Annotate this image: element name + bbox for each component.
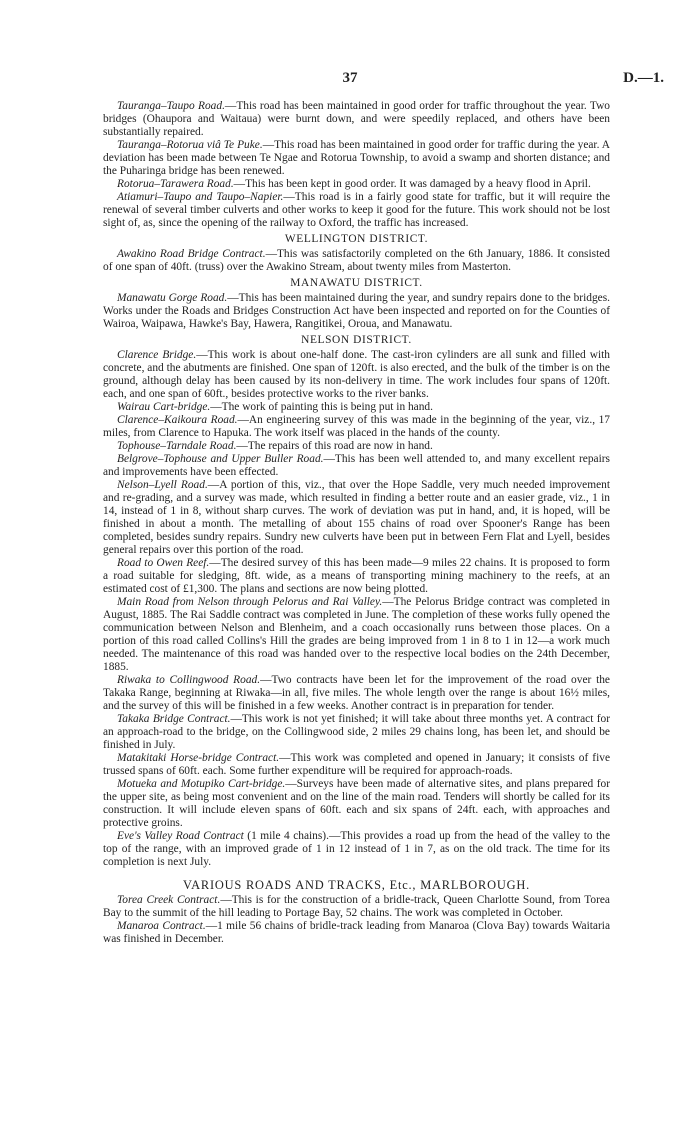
section-heading: NELSON DISTRICT. xyxy=(301,334,412,346)
paragraph-title: Clarence Bridge. xyxy=(117,349,197,361)
report-paragraph xyxy=(103,479,610,557)
report-paragraph xyxy=(103,830,610,869)
paragraph-text: —Surveys have been made of alternative sites, and plans prepared for the upper site, as being most convenient and on the line of the main road. Tenders will shortly be called for its construction. It will include eleven spans of 60ft. each and six spans of 24ft. each, with approaches and protective groins. xyxy=(103,778,610,829)
section-heading: WELLINGTON DISTRICT. xyxy=(284,233,429,245)
report-paragraph xyxy=(103,292,610,331)
report-paragraph xyxy=(103,349,610,401)
paragraph-text: —This work was completed and opened in January; it consists of five trussed spans of 60ft. each. Some further expenditure will be required for approach-roads. xyxy=(103,752,611,777)
paragraph-title: Wairau Cart-bridge. xyxy=(117,401,211,413)
paragraph-title: Takaka Bridge Contract. xyxy=(117,713,231,725)
paragraph-text: —A portion of this, viz., that over the Hope Saddle, very much needed improvement and re-grading, and a survey was made, which resulted in finding a better route and an easier grade, viz., 1 in 14, instead of 1 in 8, without sharp curves. The work of deviation was put in hand, and, it is hoped, will be finished in about a month. The metalling of about 155 chains of road over Spooner's Range has been completed, besides sundry repairs. Sundry new culverts have been put in between Fern Flat and Lyell, besides general repairs over this portion of the road. xyxy=(103,479,611,556)
paragraph-title: Atiamuri–Taupo and Taupo–Napier. xyxy=(117,191,284,203)
paragraph-title: Belgrove–Tophouse and Upper Buller Road. xyxy=(117,453,324,465)
paragraph-text: (1 mile 4 chains).—This provides a road up from the head of the valley to the top of the range, with an improved grade of 1 in 12 instead of 1 in 7, as on the old track. The time for its completion is next July. xyxy=(103,830,610,868)
report-paragraph xyxy=(103,191,610,230)
paragraph-title: Riwaka to Collingwood Road. xyxy=(117,674,261,686)
paragraph-text: —This has been maintained during the year, and sundry repairs done to the bridges. Works under the Roads and Bridges Construction Act have been inspected and reported on for the Counties of Wairoa, Waipawa, Hawke's Bay, Hawera, Rangitikei, Oroua, and Manawatu. xyxy=(103,292,610,330)
paragraph-title: Rotorua–Tarawera Road. xyxy=(117,178,234,190)
paragraph-text: —The desired survey of this has been made—9 miles 22 chains. It is proposed to form a road suitable for sledging, 8ft. wide, as a means of transporting mining machinery to the reefs, at an estimated cost of £1,300. The plans and sections are now being plotted. xyxy=(103,557,610,595)
paragraph-title: Torea Creek Contract. xyxy=(117,894,221,906)
report-paragraph xyxy=(103,100,610,139)
paragraph-text: —This was satisfactorily completed on the 6th January, 1886. It consisted of one span of 40ft. (truss) over the Awakino Stream, about twenty miles from Masterton. xyxy=(103,248,610,273)
report-paragraph xyxy=(103,414,610,440)
paragraph-text: —This work is not yet finished; it will take about three months yet. A contract for an approach-road to the bridge, on the Collingwood side, 2 miles 29 chains long, has been let, and should be finished in July. xyxy=(103,713,610,751)
document-reference: D.—1. xyxy=(623,70,664,86)
paragraph-text: —This has been well attended to, and many excellent repairs and improvements have been effected. xyxy=(103,453,610,478)
report-body xyxy=(103,100,610,946)
report-paragraph xyxy=(103,596,610,674)
report-paragraph xyxy=(103,401,610,414)
report-paragraph xyxy=(103,557,610,596)
paragraph-text: —This is for the construction of a bridle-track, Queen Charlotte Sound, from Torea Bay to the summit of the hill leading to Portage Bay, 52 chains. The work was completed in October. xyxy=(103,894,610,919)
paragraph-text: —The work of painting this is being put in hand. xyxy=(210,401,433,413)
report-paragraph xyxy=(103,178,610,191)
paragraph-title: Tauranga–Rotorua viâ Te Puke. xyxy=(117,139,263,151)
paragraph-text: —The Pelorus Bridge contract was completed in August, 1885. The Rai Saddle contract was completed in June. The completion of these works fully opened the communication between Nelson and Blenheim, and a coach occasionally runs between those places. On a portion of this road called Collins's Hill the grades are being improved from 1 in 8 to 1 in 12—a work much needed. The maintenance of this road was handed over to the respective local bodies on the 24th December, 1885. xyxy=(103,596,610,673)
report-paragraph xyxy=(103,248,610,274)
paragraph-title: Nelson–Lyell Road. xyxy=(117,479,208,491)
section-heading: VARIOUS ROADS AND TRACKS, Etc., MARLBOROUGH. xyxy=(183,878,530,892)
section-heading: MANAWATU DISTRICT. xyxy=(290,277,423,289)
paragraph-title: Motueka and Motupiko Cart-bridge. xyxy=(117,778,286,790)
report-paragraph xyxy=(103,752,610,778)
paragraph-text: —This road has been maintained in good order for traffic during the year. A deviation has been made between Te Ngae and Rotorua Township, to avoid a swamp and shorten distance; and the Puharinga bridge has been renewed. xyxy=(103,139,610,177)
paragraph-text: —Two contracts have been let for the improvement of the road over the Takaka Range, beginning at Riwaka—in all, five miles. The whole length over the range is about 16½ miles, and the survey of this will be finished in a few weeks. Another contract is in preparation for tender. xyxy=(103,674,610,712)
paragraph-title: Tophouse–Tarndale Road. xyxy=(117,440,237,452)
report-paragraph xyxy=(103,894,610,920)
paragraph-title: Clarence–Kaikoura Road. xyxy=(117,414,238,426)
paragraph-text: —The repairs of this road are now in hand. xyxy=(236,440,433,452)
report-paragraph xyxy=(103,920,610,946)
paragraph-title: Tauranga–Taupo Road. xyxy=(117,100,225,112)
paragraph-title: Matakitaki Horse-bridge Contract. xyxy=(117,752,280,764)
paragraph-title: Eve's Valley Road Contract xyxy=(117,830,244,842)
report-paragraph xyxy=(103,713,610,752)
paragraph-title: Manawatu Gorge Road. xyxy=(117,292,228,304)
report-paragraph xyxy=(103,778,610,830)
paragraph-text: —This work is about one-half done. The cast-iron cylinders are all sunk and filled with concrete, and the abutments are finished. One span of 120ft. is also erected, and the bulk of the timber is on the ground, although delay has been caused by its non-delivery in time. The work includes four spans of 120ft. each, and one span of 60ft., besides protective works to the river banks. xyxy=(103,349,610,400)
page-number: 37 xyxy=(342,70,358,86)
paragraph-text: —This has been kept in good order. It was damaged by a heavy flood in April. xyxy=(233,178,591,190)
paragraph-title: Main Road from Nelson through Pelorus and Rai Valley. xyxy=(117,596,383,608)
report-paragraph xyxy=(103,453,610,479)
paragraph-text: —This road is in a fairly good state for traffic, but it will require the renewal of several timber culverts and other works to keep it good for the future. This work should not be lost sight of, as, since the opening of the railway to Oxford, the traffic has increased. xyxy=(103,191,610,229)
paragraph-text: —1 mile 56 chains of bridle-track leading from Manaroa (Clova Bay) towards Waitaria was finished in December. xyxy=(103,920,610,945)
report-paragraph xyxy=(103,139,610,178)
report-paragraph xyxy=(103,440,610,453)
report-paragraph xyxy=(103,674,610,713)
paragraph-title: Manaroa Contract. xyxy=(117,920,206,932)
paragraph-text: —An engineering survey of this was made in the beginning of the year, viz., 17 miles, from Clarence to Hapuka. The work itself was placed in the hands of the county. xyxy=(103,414,611,439)
paragraph-title: Road to Owen Reef. xyxy=(117,557,210,569)
paragraph-title: Awakino Road Bridge Contract. xyxy=(117,248,266,260)
paragraph-text: —This road has been maintained in good order for traffic throughout the year. Two bridges (Ohaupora and Waitaua) were burnt down, and were speedily replaced, and others have been substantially repaired. xyxy=(103,100,610,138)
